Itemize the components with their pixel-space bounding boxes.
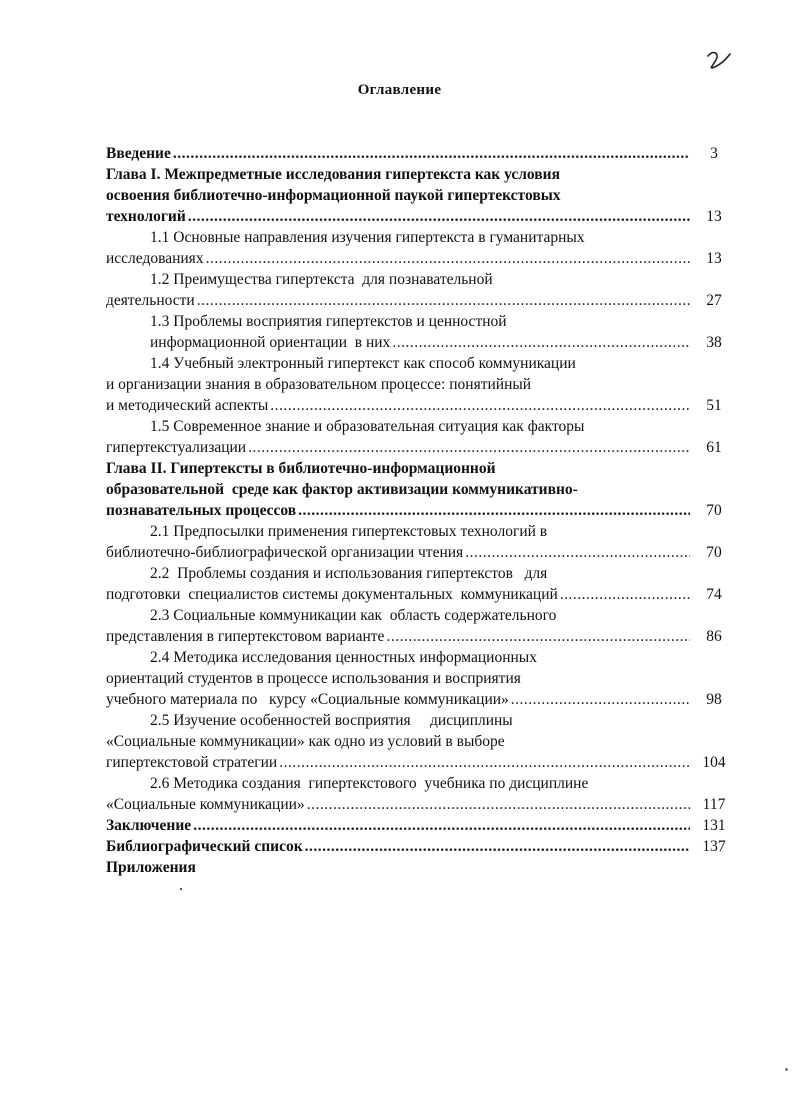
toc-line [106,815,736,836]
toc-leader-dots [560,584,690,605]
toc-line-text: 1.5 Современное знание и образовательная ситуация как факторы [150,418,585,435]
toc-section [106,563,736,605]
toc-line [106,710,736,731]
toc-line [106,458,736,479]
toc-line-text: 1.4 Учебный электронный гипертекст как способ коммуникации [150,355,576,372]
toc-chapter [106,857,736,878]
toc-chapter [106,458,736,521]
toc-line [106,794,736,815]
toc-page-number: 27 [706,292,722,309]
toc-chapter [106,815,736,836]
scan-speck [180,888,182,890]
toc-page-number: 70 [706,544,722,561]
toc-leader-dots [188,206,690,227]
toc-leader-dots [298,500,690,521]
toc-line-text: 2.1 Предпосылки применения гипертекстовых технологий в [150,523,548,540]
toc-line-text: «Социальные коммуникации» [106,796,305,813]
toc-line-text: представления в гипертекстовом варианте [106,628,385,645]
toc-leader-dots [206,248,690,269]
toc-line-text: Заключение [106,817,192,834]
toc-section [106,311,736,353]
toc-line [106,395,736,416]
toc-line-text: Глава II. Гипертексты в библиотечно-информационной [106,460,496,477]
toc-leader-dots [248,437,690,458]
toc-line-text: 2.6 Методика создания гипертекстового учебника по дисциплине [150,775,589,792]
toc-page-number: 104 [702,754,726,771]
toc-line-text: гипертекстуализации [106,439,247,456]
toc-line-text: Приложения [106,859,196,876]
toc-line [106,752,736,773]
page-title: Оглавление [357,82,442,98]
toc-line [106,437,736,458]
toc-page-number: 137 [702,838,726,855]
toc-line-text: познавательных процессов [106,502,297,519]
toc-page-number: 70 [706,502,722,519]
toc-section [106,710,736,773]
toc-leader-dots [392,332,690,353]
toc-leader-dots [386,626,690,647]
toc-chapter [106,164,736,227]
toc-line-text: деятельности [106,292,195,309]
toc-line-text: Библиографический список [106,838,303,855]
toc-line-text: и организации знания в образовательном процессе: понятийный [106,376,532,393]
toc-line-text: 1.1 Основные направления изучения гипертекста в гуманитарных [150,229,585,246]
toc-line-text: 1.3 Проблемы восприятия гипертекстов и ценностной [150,313,507,330]
toc-line-text: исследованиях [106,250,204,267]
toc-line [106,269,736,290]
toc-line-text: информационной ориентации в них [150,334,391,351]
toc-line [106,311,736,332]
toc-line-text: 2.3 Социальные коммуникации как область содержательного [150,607,557,624]
toc-leader-dots [279,752,690,773]
toc-line [106,731,736,752]
toc-line [106,416,736,437]
toc-line [106,500,736,521]
toc-line-text: освоения библиотечно-информационной паукой гипертекстовых [106,187,561,204]
toc-line-text: 2.2 Проблемы создания и использования гипертекстов для [150,565,548,582]
toc-page-number: 3 [710,145,718,162]
toc-line-text: 1.2 Преимущества гипертекста для познавательной [150,271,493,288]
toc-line [106,542,736,563]
toc-page-number: 51 [706,397,722,414]
table-of-contents [106,143,736,878]
scan-speck [785,1068,788,1071]
toc-line-text: технологий [106,208,186,225]
toc-chapter [106,836,736,857]
toc-leader-dots [173,143,690,164]
toc-leader-dots [305,836,690,857]
toc-leader-dots [197,290,690,311]
toc-page-number: 61 [706,439,722,456]
handwritten-page-number [700,46,740,76]
toc-line [106,563,736,584]
toc-line-text: гипертекстовой стратегии [106,754,278,771]
toc-page-number: 13 [706,208,722,225]
toc-line [106,374,736,395]
toc-line-text: ориентаций студентов в процессе использования и восприятия [106,670,521,687]
toc-line [106,773,736,794]
toc-line-text: Введение [106,145,171,162]
toc-leader-dots [193,815,690,836]
toc-page-number: 131 [702,817,726,834]
toc-section [106,416,736,458]
toc-line [106,290,736,311]
toc-line [106,836,736,857]
toc-page-number: 86 [706,628,722,645]
toc-section [106,647,736,710]
toc-line-text: библиотечно-библиографической организации чтения [106,544,464,561]
toc-section [106,521,736,563]
toc-line [106,668,736,689]
toc-leader-dots [511,689,690,710]
toc-leader-dots [465,542,690,563]
toc-line [106,185,736,206]
toc-leader-dots [307,794,690,815]
toc-line-text: учебного материала по курсу «Социальные коммуникации» [106,691,509,708]
toc-line [106,227,736,248]
toc-line [106,521,736,542]
toc-page-number: 117 [702,796,726,813]
toc-line [106,626,736,647]
toc-section [106,353,736,416]
toc-line [106,206,736,227]
toc-line [106,857,736,878]
toc-section [106,605,736,647]
toc-page-number: 98 [706,691,722,708]
toc-line [106,353,736,374]
toc-line [106,584,736,605]
toc-line-text: 2.5 Изучение особенностей восприятия дисциплины [150,712,513,729]
toc-line-text: подготовки специалистов системы документальных коммуникаций [106,586,558,603]
toc-section [106,227,736,269]
toc-line [106,143,736,164]
toc-line [106,647,736,668]
toc-line [106,605,736,626]
toc-line-text: и методический аспекты [106,397,269,414]
toc-line-text: образовательной среде как фактор активизации коммуникативно- [106,481,578,498]
toc-line [106,332,736,353]
toc-page-number: 74 [706,586,722,603]
toc-leader-dots [270,395,690,416]
toc-section [106,773,736,815]
toc-page-number: 38 [706,334,722,351]
toc-line [106,689,736,710]
toc-line [106,164,736,185]
toc-line [106,479,736,500]
toc-line-text: Глава I. Межпредметные исследования гипертекста как условия [106,166,560,183]
toc-line [106,248,736,269]
toc-chapter [106,143,736,164]
toc-section [106,269,736,311]
toc-page-number: 13 [706,250,722,267]
toc-line-text: 2.4 Методика исследования ценностных информационных [150,649,537,666]
toc-line-text: «Социальные коммуникации» как одно из условий в выборе [106,733,505,750]
